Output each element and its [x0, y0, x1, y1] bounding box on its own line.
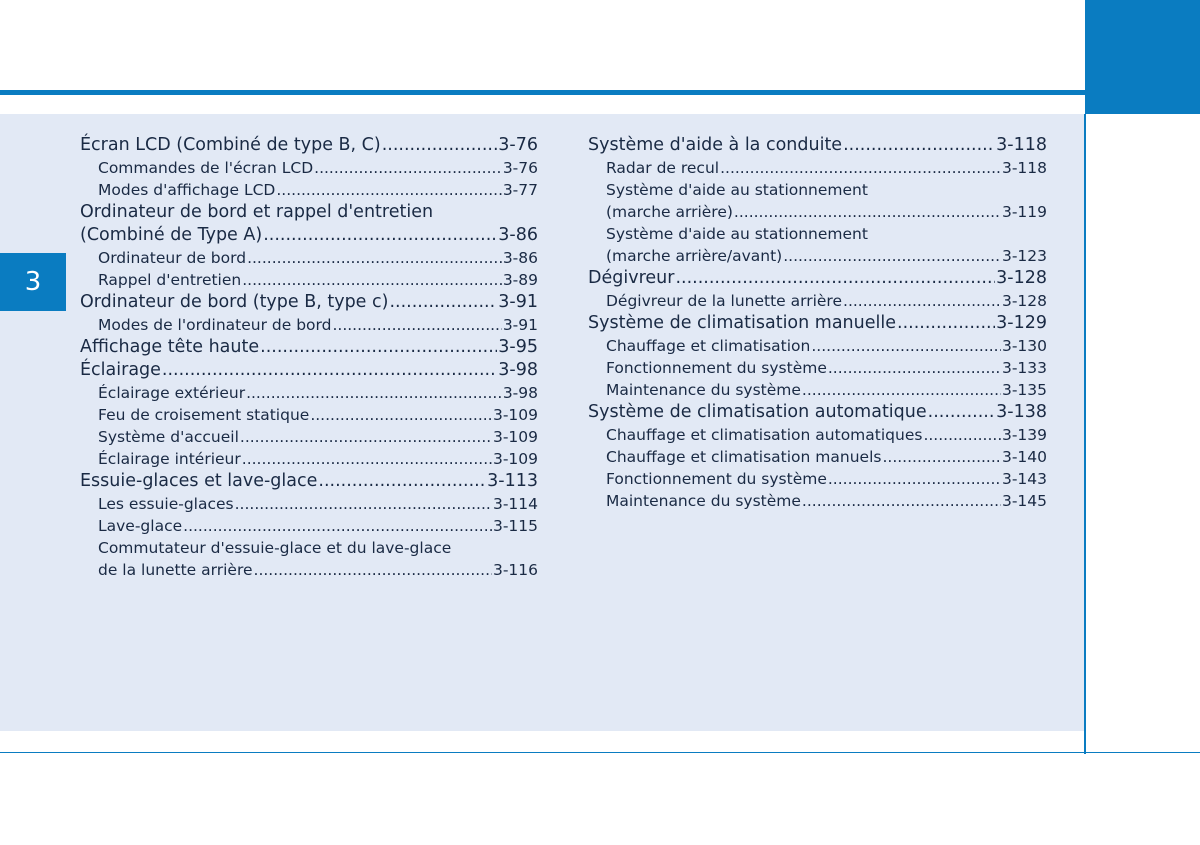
- page-number: 3-129: [996, 313, 1047, 333]
- page-number: 3-91: [502, 316, 538, 334]
- page-number: 3-86: [498, 225, 538, 245]
- header-rule: [0, 90, 1085, 95]
- toc-heading-entry[interactable]: [588, 267, 1047, 290]
- dot-leader: [828, 357, 1001, 379]
- entry-title: Dégivreur: [588, 268, 675, 288]
- dot-leader: [314, 157, 502, 179]
- page-number: 3-135: [1001, 381, 1047, 399]
- dot-leader: [783, 245, 1001, 267]
- entry-title: Feu de croisement statique: [98, 406, 310, 424]
- dot-leader: [720, 157, 1001, 179]
- page-number: 3-140: [1001, 448, 1047, 466]
- entry-title: Dégivreur de la lunette arrière: [606, 292, 843, 310]
- page-number: 3-114: [492, 495, 538, 513]
- dot-leader: [843, 290, 1001, 312]
- dot-leader: [183, 515, 492, 537]
- page-number: 3-98: [498, 360, 538, 380]
- toc-heading-entry[interactable]: [80, 291, 538, 314]
- page-number: 3-77: [502, 181, 538, 199]
- page-number: 3-128: [996, 268, 1047, 288]
- toc-column-left: [80, 134, 538, 581]
- entry-title: Essuie-glaces et lave-glace: [80, 471, 318, 491]
- dot-leader: [382, 134, 498, 157]
- toc-subentry[interactable]: [80, 157, 538, 179]
- entry-title: Chauffage et climatisation manuels: [606, 448, 882, 466]
- entry-title: Écran LCD (Combiné de type B, C): [80, 135, 381, 155]
- dot-leader: [242, 269, 502, 291]
- page-number: 3-143: [1001, 470, 1047, 488]
- toc-subentry[interactable]: [588, 201, 1047, 223]
- page-number: 3-109: [492, 428, 538, 446]
- toc-subentry[interactable]: [588, 468, 1047, 490]
- dot-leader: [242, 448, 492, 470]
- page-number: 3-130: [1001, 337, 1047, 355]
- entry-title: Système de climatisation manuelle: [588, 313, 897, 333]
- dot-leader: [923, 424, 1001, 446]
- toc-heading-entry[interactable]: [80, 359, 538, 382]
- entry-title: Maintenance du système: [606, 381, 801, 399]
- entry-title: Fonctionnement du système: [606, 359, 827, 377]
- toc-heading-entry[interactable]: [588, 312, 1047, 335]
- page-number: 3-128: [1001, 292, 1047, 310]
- entry-title: Éclairage intérieur: [98, 450, 241, 468]
- entry-title: Ordinateur de bord (type B, type c): [80, 292, 389, 312]
- page-number: 3-76: [502, 159, 538, 177]
- dot-leader: [318, 470, 486, 493]
- dot-leader: [897, 312, 995, 335]
- toc-heading-line: Ordinateur de bord et rappel d'entretien: [80, 202, 434, 222]
- entry-title: Les essuie-glaces: [98, 495, 234, 513]
- page-number: 3-139: [1001, 426, 1047, 444]
- dot-leader: [246, 382, 502, 404]
- toc-subentry[interactable]: [80, 382, 538, 404]
- toc-subentry[interactable]: [80, 404, 538, 426]
- dot-leader: [882, 446, 1000, 468]
- toc-subentry[interactable]: [80, 493, 538, 515]
- page-number: 3-109: [492, 450, 538, 468]
- entry-title: de la lunette arrière: [98, 561, 253, 579]
- page-number: 3-118: [996, 135, 1047, 155]
- toc-heading-entry[interactable]: [588, 401, 1047, 424]
- dot-leader: [260, 336, 497, 359]
- dot-leader: [276, 179, 501, 201]
- page-number: 3-118: [1001, 159, 1047, 177]
- page-number: 3-123: [1001, 247, 1047, 265]
- entry-title: Chauffage et climatisation automatiques: [606, 426, 923, 444]
- entry-title: (marche arrière): [606, 203, 733, 221]
- page-number: 3-138: [996, 402, 1047, 422]
- entry-title: Radar de recul: [606, 159, 720, 177]
- entry-title: Rappel d'entretien: [98, 271, 242, 289]
- toc-heading-entry[interactable]: [80, 224, 538, 247]
- entry-title: Modes d'affichage LCD: [98, 181, 276, 199]
- dot-leader: [928, 401, 996, 424]
- dot-leader: [247, 247, 502, 269]
- toc-subentry[interactable]: [588, 379, 1047, 401]
- entry-title: Maintenance du système: [606, 492, 801, 510]
- toc-heading-entry[interactable]: [80, 470, 538, 493]
- toc-subentry[interactable]: [80, 426, 538, 448]
- entry-title: Lave-glace: [98, 517, 183, 535]
- dot-leader: [235, 493, 492, 515]
- side-rule: [1084, 114, 1086, 754]
- page-number: 3-113: [487, 471, 538, 491]
- entry-title: Ordinateur de bord: [98, 249, 247, 267]
- dot-leader: [254, 559, 492, 581]
- page-number: 3-133: [1001, 359, 1047, 377]
- dot-leader: [734, 201, 1001, 223]
- page-number: 3-116: [492, 561, 538, 579]
- toc-subentry[interactable]: [588, 357, 1047, 379]
- toc-subentry[interactable]: [588, 446, 1047, 468]
- dot-leader: [263, 224, 497, 247]
- toc-subentry[interactable]: [588, 290, 1047, 312]
- toc-subentry[interactable]: [80, 269, 538, 291]
- dot-leader: [802, 379, 1001, 401]
- page-number: 3-115: [492, 517, 538, 535]
- toc-subentry[interactable]: [588, 490, 1047, 512]
- entry-title: Système d'aide à la conduite: [588, 135, 843, 155]
- dot-leader: [843, 134, 995, 157]
- toc-subentry[interactable]: [80, 515, 538, 537]
- entry-title: Modes de l'ordinateur de bord: [98, 316, 332, 334]
- dot-leader: [332, 314, 501, 336]
- page-number: 3-86: [502, 249, 538, 267]
- toc-subentry[interactable]: [80, 179, 538, 201]
- page-number: 3-89: [502, 271, 538, 289]
- entry-title: Système d'accueil: [98, 428, 239, 446]
- dot-leader: [802, 490, 1001, 512]
- entry-title: (marche arrière/avant): [606, 247, 783, 265]
- toc-subentry[interactable]: [80, 448, 538, 470]
- chapter-tab[interactable]: 3: [0, 253, 66, 311]
- entry-title: Affichage tête haute: [80, 337, 260, 357]
- toc-subentry[interactable]: [80, 559, 538, 581]
- entry-title: Éclairage extérieur: [98, 384, 246, 402]
- dot-leader: [240, 426, 492, 448]
- toc-subentry[interactable]: [588, 157, 1047, 179]
- dot-leader: [828, 468, 1001, 490]
- toc-subentry[interactable]: [80, 247, 538, 269]
- toc-subentry[interactable]: [588, 424, 1047, 446]
- toc-heading-entry[interactable]: [80, 336, 538, 359]
- page-number: 3-91: [498, 292, 538, 312]
- toc-subentry[interactable]: [80, 314, 538, 336]
- entry-title: Chauffage et climatisation: [606, 337, 811, 355]
- toc-subentry-line: Système d'aide au stationnement: [606, 225, 868, 243]
- entry-title: Système de climatisation automatique: [588, 402, 927, 422]
- toc-subentry-line: Commutateur d'essuie-glace et du lave-glace: [98, 539, 452, 557]
- entry-title: Éclairage: [80, 360, 161, 380]
- page-number: 3-98: [502, 384, 538, 402]
- toc-subentry[interactable]: [588, 335, 1047, 357]
- page-number: 3-119: [1001, 203, 1047, 221]
- toc-heading-entry[interactable]: [80, 134, 538, 157]
- corner-color-block: [1085, 0, 1200, 114]
- toc-subentry[interactable]: [588, 245, 1047, 267]
- page-number: 3-95: [498, 337, 538, 357]
- dot-leader: [389, 291, 497, 314]
- toc-column-right: [588, 134, 1047, 512]
- entry-title: Commandes de l'écran LCD: [98, 159, 314, 177]
- page-number: 3-145: [1001, 492, 1047, 510]
- page-number: 3-109: [492, 406, 538, 424]
- dot-leader: [162, 359, 497, 382]
- dot-leader: [310, 404, 492, 426]
- dot-leader: [675, 267, 995, 290]
- toc-heading-entry[interactable]: [588, 134, 1047, 157]
- footer-rule: [0, 752, 1200, 753]
- entry-title: (Combiné de Type A): [80, 225, 263, 245]
- entry-title: Fonctionnement du système: [606, 470, 827, 488]
- page-number: 3-76: [498, 135, 538, 155]
- dot-leader: [811, 335, 1001, 357]
- toc-subentry-line: Système d'aide au stationnement: [606, 181, 868, 199]
